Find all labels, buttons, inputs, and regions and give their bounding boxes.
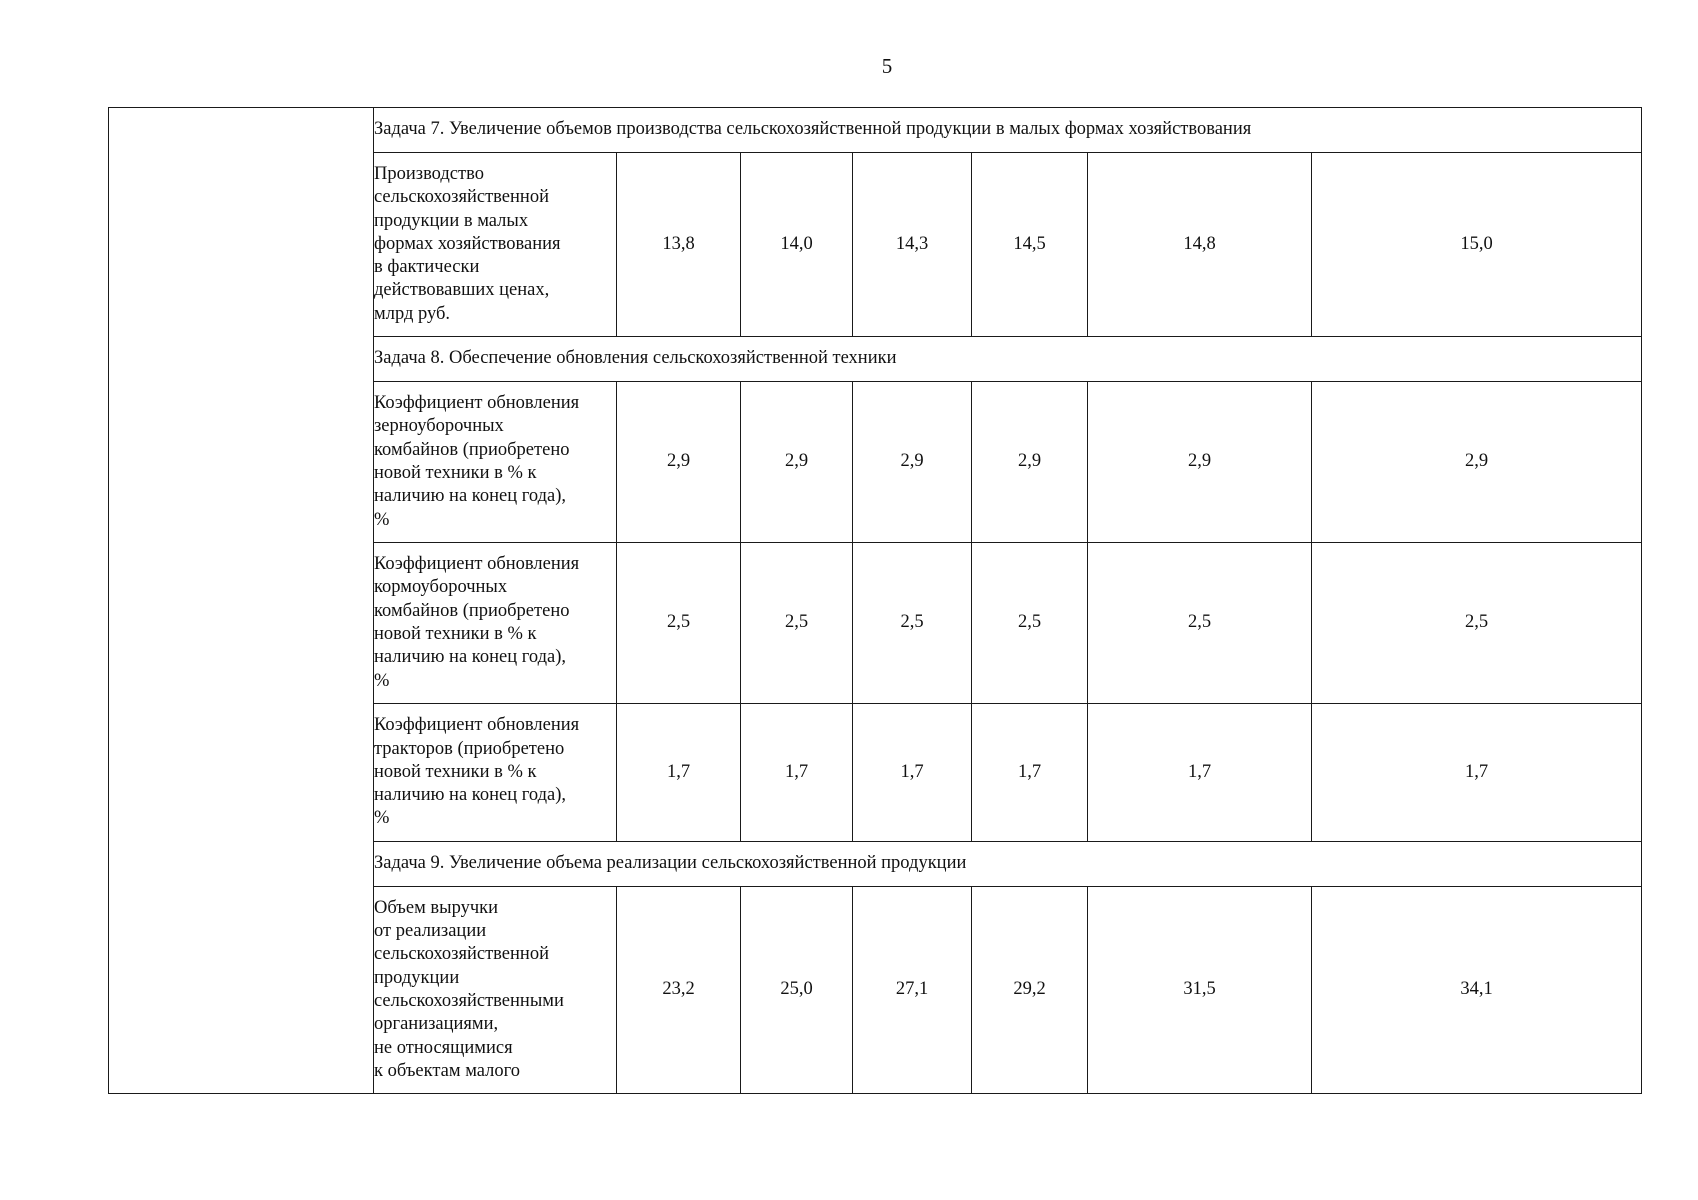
indicator-label: Коэффициент обновления кормоуборочных комбайнов (приобретено новой техники в % к наличию на конец года), % <box>374 543 617 704</box>
empty-left-column <box>109 108 374 1094</box>
value-cell: 14,8 <box>1088 153 1312 337</box>
value-cell: 14,3 <box>853 153 972 337</box>
value-cell: 2,5 <box>972 543 1088 704</box>
value-cell: 1,7 <box>972 704 1088 842</box>
value-cell: 34,1 <box>1312 887 1642 1094</box>
value-cell: 23,2 <box>617 887 741 1094</box>
value-cell: 25,0 <box>741 887 853 1094</box>
value-cell: 2,5 <box>853 543 972 704</box>
page-number: 5 <box>881 54 893 78</box>
value-cell: 15,0 <box>1312 153 1642 337</box>
task-title: Задача 8. Обеспечение обновления сельскохозяйственной техники <box>374 337 1642 382</box>
value-cell: 2,9 <box>1312 382 1642 543</box>
indicator-label: Объем выручки от реализации сельскохозяйственной продукции сельскохозяйственными организациями, не относящимися к объектам малого <box>374 887 617 1094</box>
indicator-label: Производство сельскохозяйственной продукции в малых формах хозяйствования в фактически действовавших ценах, млрд руб. <box>374 153 617 337</box>
value-cell: 2,5 <box>1088 543 1312 704</box>
value-cell: 14,5 <box>972 153 1088 337</box>
value-cell: 2,9 <box>741 382 853 543</box>
value-cell: 29,2 <box>972 887 1088 1094</box>
value-cell: 27,1 <box>853 887 972 1094</box>
indicator-label: Коэффициент обновления тракторов (приобретено новой техники в % к наличию на конец года), % <box>374 704 617 842</box>
value-cell: 2,5 <box>617 543 741 704</box>
value-cell: 2,5 <box>1312 543 1642 704</box>
value-cell: 1,7 <box>853 704 972 842</box>
value-cell: 2,9 <box>972 382 1088 543</box>
value-cell: 1,7 <box>1088 704 1312 842</box>
task-title: Задача 7. Увеличение объемов производства сельскохозяйственной продукции в малых формах хозяйствования <box>374 108 1642 153</box>
value-cell: 13,8 <box>617 153 741 337</box>
value-cell: 2,5 <box>741 543 853 704</box>
value-cell: 2,9 <box>1088 382 1312 543</box>
value-cell: 1,7 <box>741 704 853 842</box>
value-cell: 14,0 <box>741 153 853 337</box>
task-row <box>109 108 1642 153</box>
indicator-label: Коэффициент обновления зерноуборочных комбайнов (приобретено новой техники в % к наличию на конец года), % <box>374 382 617 543</box>
task-title: Задача 9. Увеличение объема реализации сельскохозяйственной продукции <box>374 842 1642 887</box>
value-cell: 1,7 <box>1312 704 1642 842</box>
value-cell: 2,9 <box>853 382 972 543</box>
value-cell: 2,9 <box>617 382 741 543</box>
value-cell: 1,7 <box>617 704 741 842</box>
indicators-table <box>108 107 1642 1094</box>
value-cell: 31,5 <box>1088 887 1312 1094</box>
